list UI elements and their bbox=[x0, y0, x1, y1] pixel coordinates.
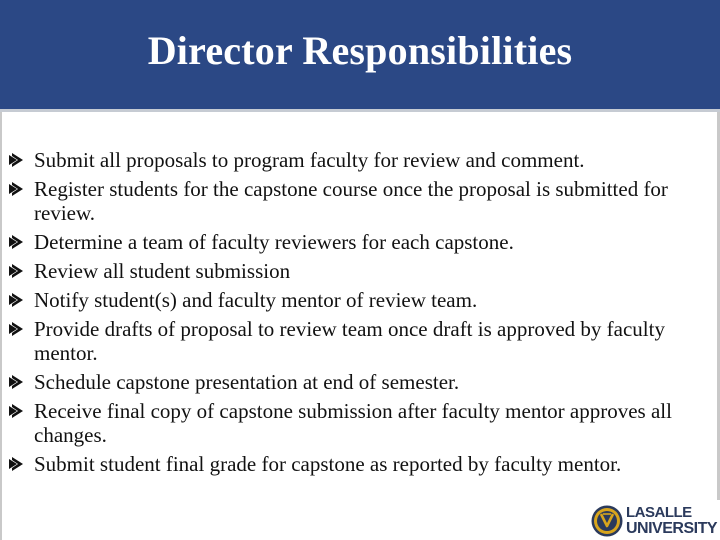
arrow-bullet-icon bbox=[8, 456, 24, 472]
logo-line-2: UNIVERSITY bbox=[626, 520, 718, 537]
bullet-list bbox=[8, 148, 714, 481]
arrow-bullet-icon bbox=[8, 321, 24, 337]
bullet-item bbox=[8, 288, 714, 312]
bullet-text: Submit student final grade for capstone as reported by faculty mentor. bbox=[34, 452, 622, 476]
arrow-bullet-icon bbox=[8, 263, 24, 279]
arrow-bullet-icon bbox=[8, 403, 24, 419]
lasalle-university-logo bbox=[590, 502, 716, 540]
bullet-item bbox=[8, 399, 714, 447]
title-bar bbox=[0, 0, 720, 112]
arrow-bullet-icon bbox=[8, 152, 24, 168]
bullet-item bbox=[8, 452, 714, 476]
bullet-item bbox=[8, 317, 714, 365]
bullet-text: Notify student(s) and faculty mentor of review team. bbox=[34, 288, 478, 312]
bullet-item bbox=[8, 230, 714, 254]
arrow-bullet-icon bbox=[8, 374, 24, 390]
bullet-text: Receive final copy of capstone submission after faculty mentor approves all changes. bbox=[34, 399, 672, 447]
bullet-text: Submit all proposals to program faculty for review and comment. bbox=[34, 148, 585, 172]
bullet-item bbox=[8, 148, 714, 172]
bullet-item bbox=[8, 259, 714, 283]
arrow-bullet-icon bbox=[8, 234, 24, 250]
bullet-text: Register students for the capstone course once the proposal is submitted for review. bbox=[34, 177, 668, 225]
logo-line-1: LASALLE bbox=[626, 504, 692, 521]
university-seal-icon bbox=[590, 504, 624, 538]
slide-title: Director Responsibilities bbox=[147, 28, 573, 73]
bullet-item bbox=[8, 370, 714, 394]
bullet-item bbox=[8, 177, 714, 225]
arrow-bullet-icon bbox=[8, 292, 24, 308]
bullet-text: Schedule capstone presentation at end of semester. bbox=[34, 370, 460, 394]
arrow-bullet-icon bbox=[8, 181, 24, 197]
bullet-text: Provide drafts of proposal to review team once draft is approved by faculty mentor. bbox=[34, 317, 665, 365]
bullet-text: Determine a team of faculty reviewers for each capstone. bbox=[34, 230, 514, 254]
bullet-text: Review all student submission bbox=[34, 259, 291, 283]
frame-left-border bbox=[0, 112, 2, 540]
